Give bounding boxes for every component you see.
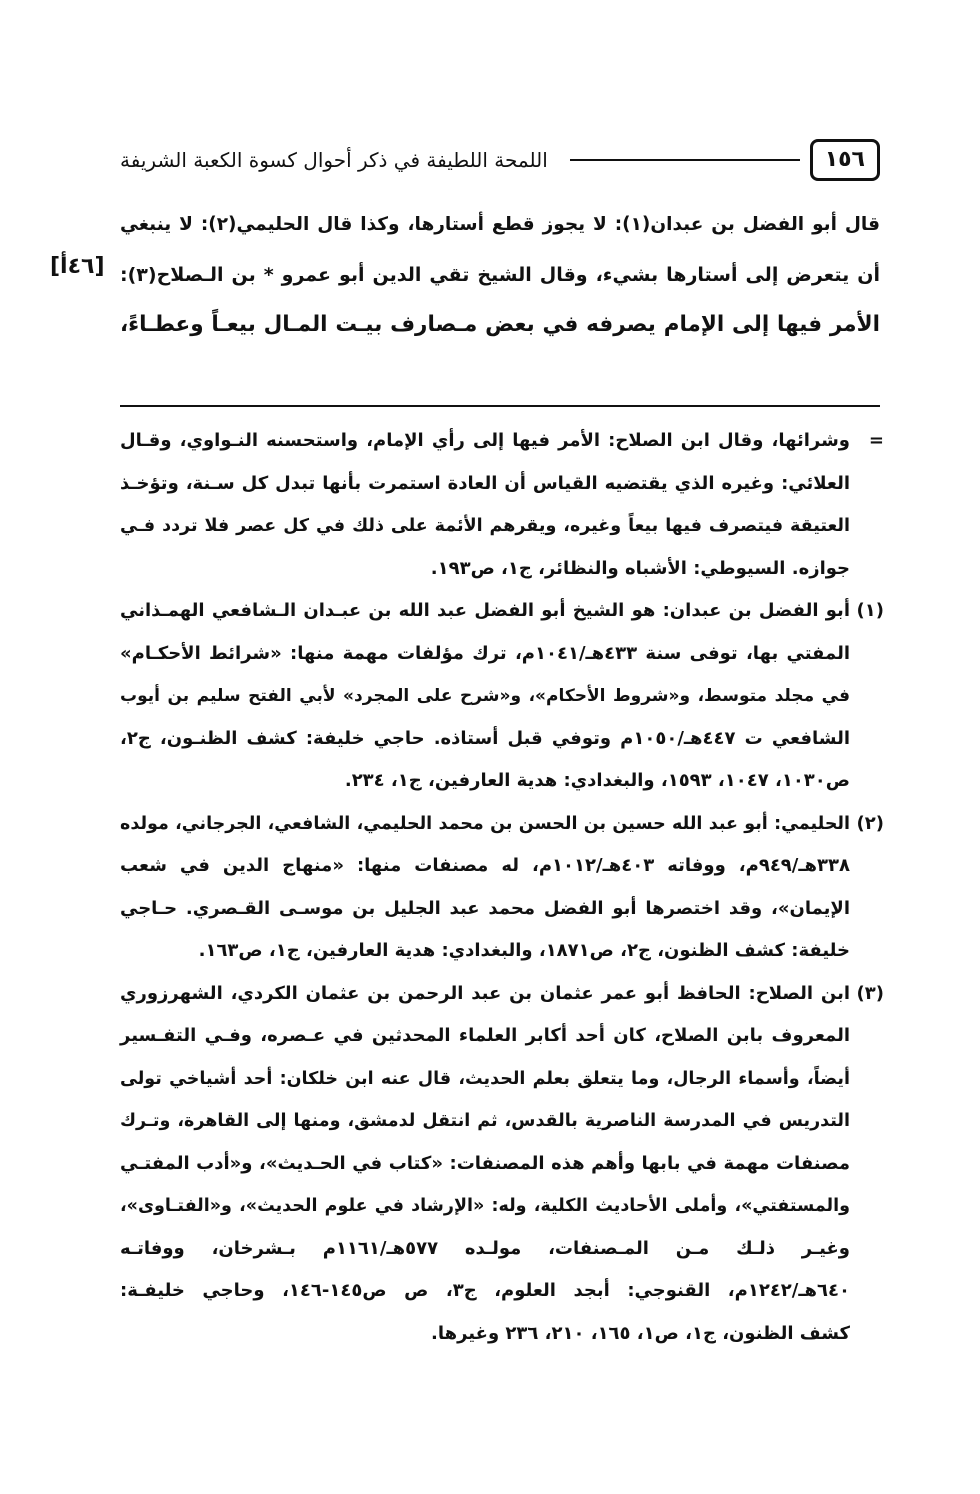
header-rule [570, 159, 800, 161]
main-body-text [120, 200, 880, 350]
footnote-line: كشف الظنون، ج١، ص١، ١٦٥، ٢١٠، ٢٣٦ وغيرها. [431, 1322, 850, 1344]
footnote-2 [120, 803, 884, 973]
footnote-line: في مجلد متوسط، و«شروط الأحكام»، و«شرح على المجرد» لأبي الفتح سليم بن أيوب [120, 686, 850, 706]
footnote-line: ٣٣٨هـ/٩٤٩م، ووفاته ٤٠٣هـ/١٠١٢م، له مصنفات منها: «منهاج الدين في شعب [120, 855, 850, 876]
body-line: الأمر فيها إلى الإمام يصرفه في بعض مـصارف بيـت المـال بيعـاً وعطـاءً، [120, 312, 880, 337]
footnotes [120, 420, 884, 1355]
body-line: قال أبو الفضل بن عبدان(١): لا يجوز قطع أستارها، وكذا قال الحليمي(٢): لا ينبغي [120, 214, 880, 235]
running-title: اللمحة اللطيفة في ذكر أحوال كسوة الكعبة الشريفة [120, 148, 548, 172]
footnote-continuation [120, 420, 884, 590]
footnote-line: جوازه. السيوطي: الأشباه والنظائر، ج١، ص١٩٣. [430, 557, 850, 579]
footnote-line: أبو الفضل بن عبدان: هو الشيخ أبو الفضل عبد الله بن عبـدان الـشافعي الهمـذاني [120, 600, 850, 621]
footnote-line: الإيمان»، وقد اختصرها أبو الفضل محمد عبد الجليل بن موسـى القـصري. حـاجي [120, 897, 850, 919]
footnote-1 [120, 590, 884, 803]
footnote-mark: (٢) [856, 812, 884, 834]
footnote-3 [120, 973, 884, 1356]
footnote-mark: (١) [856, 600, 884, 621]
footnote-line: العتيقة فيتصرف فيها بيعاً وغيره، ويقرهم الأئمة على ذلك في كل عصر فلا تردد فـي [120, 516, 850, 536]
body-line: أن يتعرض إلى أستارها بشيء، وقال الشيخ تقي الدين أبو عمرو * بن الـصلاح(٣): [120, 264, 880, 286]
footnote-line: التدريس في المدرسة الناصرية بالقدس، ثم انتقل لدمشق، ومنها إلى القاهرة، وتـرك [120, 1111, 850, 1131]
footnote-line: المفتي بها، توفى سنة ٤٣٣هـ/١٠٤١م، ترك مؤلفات مهمة منها: «شرائط الأحكـام» [120, 642, 851, 664]
footnote-line: أيضاً، وأسماء الرجال، وما يتعلق بعلم الحديث، قال عنه ابن خلكان: أحد أشياخي تولى [120, 1068, 850, 1089]
footnote-line: خليفة: كشف الظنون، ج٢، ص١٨٧١، والبغدادي: هدية العارفين، ج١، ص١٦٣. [198, 940, 850, 961]
footnote-line: والمستفتي»، وأملى الأحاديث الكلية، وله: «الإرشاد في علوم الحديث»، و«الفتـاوى»، [120, 1196, 850, 1216]
footnote-mark: = [868, 430, 884, 451]
footnote-line: الشافعي ت ٤٤٧هـ/١٠٥٠م وتوفي قبل أستاذه. حاجي خليفة: كشف الظنـون، ج٢، [120, 727, 850, 749]
footnote-line: ٦٤٠هـ/١٢٤٢م، القنوجي: أبجد العلوم، ج٣، ص ص١٤٥-١٤٦، وحاجي خليفـة: [120, 1280, 850, 1301]
footnote-separator [120, 405, 880, 407]
page-header [120, 140, 880, 180]
footnote-line: ص١٠٣٠، ١٠٤٧، ١٥٩٣، والبغدادي: هدية العارفين، ج١، ٢٣٤. [344, 770, 850, 791]
footnote-line: العلائي: وغيره الذي يقتضيه القياس أن العادة استمرت بأنها تبدل كل سـنة، وتؤخـذ [120, 472, 850, 494]
manuscript-folio-note: [٤٦أ] [50, 254, 105, 279]
footnote-mark: (٣) [856, 982, 884, 1004]
footnote-line: المعروف بابن الصلاح، كان أحد أكابر العلماء المحدثين في عـصره، وفـي التفـسير [120, 1025, 850, 1046]
footnote-line: ابن الصلاح: الحافظ أبو عمر عثمان بن عبد الرحمن بن عثمان الكردي، الشهرزوري [120, 982, 850, 1004]
page-number: ١٥٦ [810, 139, 880, 181]
footnote-line: وغيـر ذلـك مـن المـصنفات، مولـده ٥٧٧هـ/١١٦١م بـشرخان، ووفاتـه [120, 1237, 850, 1259]
footnote-line: مصنفات مهمة في بابها وأهم هذه المصنفات: «كتاب في الحـديث»، و«أدب المفتـي [120, 1152, 850, 1174]
footnote-line: وشرائها، وقال ابن الصلاح: الأمر فيها إلى رأي الإمام، واستحسنه النـواوي، وقـال [120, 430, 850, 451]
footnote-line: الحليمي: أبو عبد الله حسين بن الحسن بن محمد الحليمي، الشافعي، الجرجاني، مولده [120, 813, 850, 834]
